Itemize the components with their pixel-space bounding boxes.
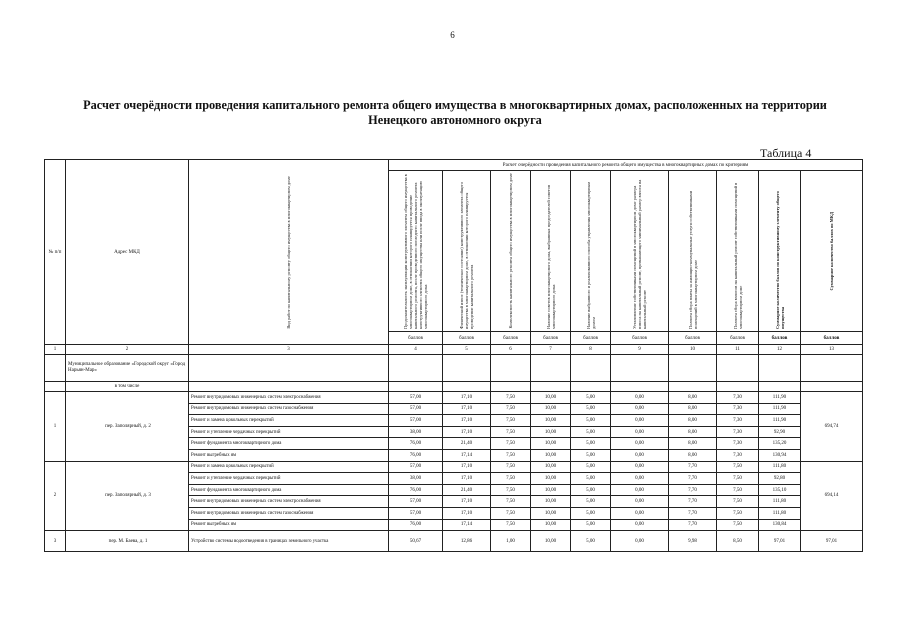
criterion-header-text: Наличие советов многоквартирного дома, выбранных председателей советов многоквартирного дома [545, 184, 556, 329]
score-cell: 1,00 [491, 531, 531, 552]
score-cell: 17,14 [443, 519, 491, 531]
score-cell: 38,00 [389, 426, 443, 438]
score-cell: 92,80 [759, 473, 801, 485]
column-number: 5 [443, 345, 491, 355]
score-cell: 135,20 [759, 438, 801, 450]
score-cell: 10,00 [531, 403, 571, 415]
score-cell: 5,00 [571, 449, 611, 461]
empty-cell [531, 355, 571, 382]
score-cell: 111,90 [759, 392, 801, 404]
score-cell: 17,10 [443, 415, 491, 427]
score-cell: 111,80 [759, 507, 801, 519]
score-cell: 5,00 [571, 531, 611, 552]
unit-cell: баллов [531, 332, 571, 345]
table-caption: Таблица 4 [760, 146, 812, 160]
score-cell: 17,10 [443, 403, 491, 415]
empty-cell [531, 382, 571, 392]
score-cell: 17,10 [443, 507, 491, 519]
header-work-type-text: Вид работ по капитальному ремонту общего имущества в многоквартирном доме [286, 175, 291, 329]
house-number: 2 [45, 461, 66, 531]
score-cell: 8,00 [669, 392, 717, 404]
score-cell: 5,00 [571, 484, 611, 496]
score-cell: 7,30 [717, 392, 759, 404]
score-cell: 57,00 [389, 392, 443, 404]
score-cell: 5,00 [571, 403, 611, 415]
score-cell: 10,00 [531, 415, 571, 427]
criterion-header-11 [717, 171, 759, 332]
priority-table [44, 159, 863, 552]
score-cell: 8,00 [669, 449, 717, 461]
column-number: 11 [717, 345, 759, 355]
empty-cell [45, 382, 66, 392]
header-address: Адрес МКД [66, 160, 189, 345]
score-cell: 7,50 [491, 426, 531, 438]
score-cell: 130,84 [759, 519, 801, 531]
score-cell: 10,00 [531, 519, 571, 531]
score-cell: 7,50 [491, 473, 531, 485]
score-cell: 111,90 [759, 415, 801, 427]
score-cell: 92,90 [759, 426, 801, 438]
column-number: 13 [801, 345, 863, 355]
table-row [45, 531, 863, 552]
score-cell: 7,70 [669, 484, 717, 496]
unit-cell: баллов [611, 332, 669, 345]
score-cell: 7,50 [491, 461, 531, 473]
empty-cell [611, 355, 669, 382]
empty-cell [801, 382, 863, 392]
criterion-header-7 [531, 171, 571, 332]
column-number: 3 [189, 345, 389, 355]
empty-cell [717, 382, 759, 392]
score-cell: 7,50 [491, 415, 531, 427]
criterion-header-text: Полнота сбора взносов на капитальный ремонт собственниками помещений в многоквартирном доме [732, 182, 743, 329]
document-title: Расчет очерёдности проведения капитального ремонта общего имущества в многоквартирных домах, расположенных на территории Ненецкого автономного округа [83, 98, 827, 127]
house-number: 3 [45, 531, 66, 552]
criterion-header-6 [491, 171, 531, 332]
criterion-header-text: Полнота сбора платы за жилищно-коммунальные услуги собственниками помещений в многоквартирном доме [687, 191, 698, 329]
page-number: 6 [450, 30, 455, 40]
work-type: Ремонт внутридомовых инженерных систем газоснабжения [189, 403, 389, 415]
score-cell: 7,50 [717, 473, 759, 485]
score-cell: 21,40 [443, 438, 491, 450]
score-cell: 10,00 [531, 496, 571, 508]
score-cell: 8,50 [717, 531, 759, 552]
score-cell: 111,90 [759, 403, 801, 415]
unit-cell: баллов [491, 332, 531, 345]
empty-cell [611, 382, 669, 392]
empty-cell [189, 382, 389, 392]
score-cell: 7,50 [717, 484, 759, 496]
score-cell: 57,00 [389, 415, 443, 427]
criterion-header-text: Суммарное количество баллов по МКД [829, 211, 834, 291]
score-cell: 135,10 [759, 484, 801, 496]
column-number: 7 [531, 345, 571, 355]
score-cell: 5,00 [571, 438, 611, 450]
score-cell: 5,00 [571, 415, 611, 427]
score-cell: 7,50 [491, 484, 531, 496]
score-cell: 5,00 [571, 507, 611, 519]
score-cell: 76,00 [389, 438, 443, 450]
score-cell: 5,00 [571, 496, 611, 508]
house-address: пер. Заполярный, д. 3 [66, 461, 189, 531]
house-number: 1 [45, 392, 66, 462]
criterion-header-text: Наличие выбранного и реализованного способа управления многоквартирным домом [585, 181, 596, 329]
score-cell: 17,10 [443, 392, 491, 404]
empty-cell [717, 355, 759, 382]
empty-cell [759, 382, 801, 392]
score-cell: 5,00 [571, 426, 611, 438]
score-cell: 57,00 [389, 496, 443, 508]
header-criteria-group: Расчет очерёдности проведения капитального ремонта общего имущества в многоквартирных домах по критериям [389, 160, 863, 171]
score-cell: 57,00 [389, 403, 443, 415]
criterion-header-8 [571, 171, 611, 332]
score-cell: 7,30 [717, 426, 759, 438]
column-number: 6 [491, 345, 531, 355]
score-cell: 7,50 [491, 392, 531, 404]
score-cell: 57,00 [389, 507, 443, 519]
score-cell: 57,00 [389, 461, 443, 473]
score-cell: 5,00 [571, 392, 611, 404]
score-cell: 50,67 [389, 531, 443, 552]
score-cell: 7,30 [717, 415, 759, 427]
empty-cell [491, 355, 531, 382]
house-total: 694,74 [801, 392, 863, 462]
criterion-header-9 [611, 171, 669, 332]
score-cell: 0,00 [611, 426, 669, 438]
score-cell: 0,00 [611, 484, 669, 496]
score-cell: 5,00 [571, 461, 611, 473]
table-row [45, 392, 863, 404]
house-total: 97,01 [801, 531, 863, 552]
criterion-header-text: Суммарное количество баллов по конструктивному элементу общего имущества [774, 191, 785, 329]
score-cell: 0,00 [611, 438, 669, 450]
score-cell: 9,98 [669, 531, 717, 552]
municipality-name: Муниципальное образование «Городской округ «Город Нарьян-Мар» [66, 355, 189, 382]
score-cell: 17,10 [443, 426, 491, 438]
column-number: 8 [571, 345, 611, 355]
score-cell: 7,50 [491, 519, 531, 531]
score-cell: 7,50 [717, 461, 759, 473]
score-cell: 0,00 [611, 496, 669, 508]
score-cell: 0,00 [611, 449, 669, 461]
empty-cell [669, 355, 717, 382]
score-cell: 10,00 [531, 461, 571, 473]
work-type: Ремонт и замена цокольных перекрытий [189, 415, 389, 427]
criterion-header-text: Установление собственниками помещений в многоквартирном доме размера взноса на капитальный ремонт, превышающего минимальный размер взноса на капитальный ремонт [632, 179, 647, 329]
work-type: Ремонт и замена цокольных перекрытий [189, 461, 389, 473]
score-cell: 5,00 [571, 519, 611, 531]
score-cell: 0,00 [611, 415, 669, 427]
table-row [45, 461, 863, 473]
empty-cell [571, 355, 611, 382]
score-cell: 8,00 [669, 415, 717, 427]
work-type: Ремонт внутридомовых инженерных систем электроснабжения [189, 392, 389, 404]
work-type: Ремонт выгребных ям [189, 449, 389, 461]
unit-cell: баллов [443, 332, 491, 345]
score-cell: 7,30 [717, 438, 759, 450]
house-address: пер. Заполярный, д. 2 [66, 392, 189, 462]
header-work-type [189, 160, 389, 345]
score-cell: 10,00 [531, 438, 571, 450]
unit-cell: баллов [389, 332, 443, 345]
score-cell: 7,30 [717, 449, 759, 461]
score-cell: 7,50 [717, 519, 759, 531]
work-type: Ремонт внутридомовых инженерных систем электроснабжения [189, 496, 389, 508]
score-cell: 0,00 [611, 531, 669, 552]
score-cell: 10,00 [531, 392, 571, 404]
empty-cell [443, 382, 491, 392]
empty-cell [669, 382, 717, 392]
score-cell: 7,70 [669, 473, 717, 485]
score-cell: 0,00 [611, 519, 669, 531]
work-type: Ремонт фундамента многоквартирного дома [189, 484, 389, 496]
score-cell: 0,00 [611, 461, 669, 473]
in-that-number: в том числе [66, 382, 189, 392]
work-type: Ремонт выгребных ям [189, 519, 389, 531]
score-cell: 12,86 [443, 531, 491, 552]
criterion-header-13 [801, 171, 863, 332]
unit-cell: баллов [759, 332, 801, 345]
house-address: пер. М. Баева, д. 1 [66, 531, 189, 552]
work-type: Ремонт и утепление чердачных перекрытий [189, 426, 389, 438]
column-number: 1 [45, 345, 66, 355]
score-cell: 0,00 [611, 392, 669, 404]
score-cell: 17,14 [443, 449, 491, 461]
score-cell: 5,00 [571, 473, 611, 485]
column-number: 12 [759, 345, 801, 355]
column-number: 9 [611, 345, 669, 355]
column-number: 2 [66, 345, 189, 355]
score-cell: 76,00 [389, 484, 443, 496]
empty-cell [491, 382, 531, 392]
score-cell: 0,00 [611, 403, 669, 415]
mo-num-cell [45, 355, 66, 382]
criterion-header-text: Продолжительность эксплуатации конструктивного элемента общего имущества в многоквартирном доме, в отношении которого планируется проведение капитального ремонта, после проведенного последнего капитального ремонта конструктивного элемента общего имущества или после ввода в эксплуатацию многоквартирного дома [403, 174, 428, 329]
unit-cell: баллов [571, 332, 611, 345]
score-cell: 8,00 [669, 438, 717, 450]
score-cell: 7,70 [669, 461, 717, 473]
column-number: 10 [669, 345, 717, 355]
score-cell: 7,50 [717, 507, 759, 519]
criterion-header-text: Физический износ (техническое состояние) конструктивного элемента общего имущества в многоквартирном доме, в отношении которого планируется проведение капитального ремонта [459, 181, 474, 329]
unit-cell: баллов [801, 332, 863, 345]
criterion-header-4 [389, 171, 443, 332]
score-cell: 7,50 [491, 403, 531, 415]
score-cell: 7,50 [491, 496, 531, 508]
score-cell: 76,00 [389, 449, 443, 461]
score-cell: 76,00 [389, 519, 443, 531]
work-type: Устройство системы водоотведения в границах земельного участка [189, 531, 389, 552]
score-cell: 130,94 [759, 449, 801, 461]
unit-cell: баллов [669, 332, 717, 345]
criterion-header-12 [759, 171, 801, 332]
score-cell: 10,00 [531, 426, 571, 438]
score-cell: 38,00 [389, 473, 443, 485]
empty-cell [443, 355, 491, 382]
score-cell: 8,00 [669, 403, 717, 415]
empty-cell [759, 355, 801, 382]
empty-cell [801, 355, 863, 382]
score-cell: 17,10 [443, 461, 491, 473]
score-cell: 7,70 [669, 496, 717, 508]
criterion-header-5 [443, 171, 491, 332]
empty-cell [389, 382, 443, 392]
empty-cell [389, 355, 443, 382]
work-type: Ремонт и утепление чердачных перекрытий [189, 473, 389, 485]
score-cell: 10,00 [531, 449, 571, 461]
score-cell: 10,00 [531, 473, 571, 485]
empty-cell [571, 382, 611, 392]
work-type: Ремонт фундамента многоквартирного дома [189, 438, 389, 450]
score-cell: 21,40 [443, 484, 491, 496]
score-cell: 10,00 [531, 531, 571, 552]
column-numbers-row [45, 345, 863, 355]
score-cell: 111,80 [759, 496, 801, 508]
score-cell: 97,01 [759, 531, 801, 552]
column-number: 4 [389, 345, 443, 355]
score-cell: 7,70 [669, 519, 717, 531]
score-cell: 0,00 [611, 473, 669, 485]
score-cell: 111,80 [759, 461, 801, 473]
empty-cell [189, 355, 389, 382]
unit-cell: баллов [717, 332, 759, 345]
score-cell: 7,50 [491, 507, 531, 519]
work-type: Ремонт внутридомовых инженерных систем газоснабжения [189, 507, 389, 519]
score-cell: 7,50 [717, 496, 759, 508]
header-num: № п/п [45, 160, 66, 345]
score-cell: 10,00 [531, 507, 571, 519]
score-cell: 0,00 [611, 507, 669, 519]
score-cell: 17,10 [443, 473, 491, 485]
score-cell: 7,30 [717, 403, 759, 415]
house-total: 694,14 [801, 461, 863, 531]
score-cell: 10,00 [531, 484, 571, 496]
score-cell: 7,50 [491, 438, 531, 450]
score-cell: 7,70 [669, 507, 717, 519]
criterion-header-text: Комплексность капитального ремонта общего имущества в многоквартирном доме [508, 173, 513, 329]
score-cell: 17,10 [443, 496, 491, 508]
criterion-header-10 [669, 171, 717, 332]
score-cell: 7,50 [491, 449, 531, 461]
score-cell: 8,00 [669, 426, 717, 438]
